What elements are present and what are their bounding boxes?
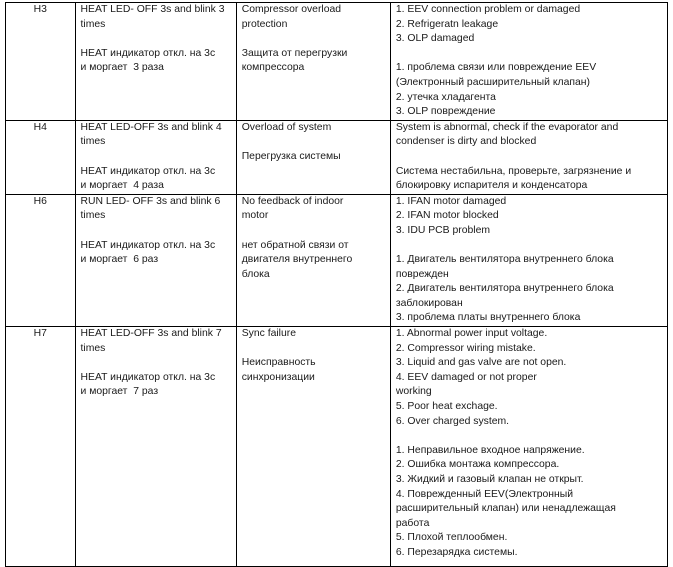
error-code-cell: H7: [6, 327, 76, 567]
causes-cell: 1. EEV connection problem or damaged 2. Refrigeratn leakage 3. OLP damaged 1. проблема связи или повреждение EEV (Электронный расширительный клапан) 2. утечка хладагента 3. OLP повреждение: [390, 3, 667, 121]
error-code-cell: H6: [6, 194, 76, 326]
description-cell: Overload of system Перегрузка системы: [236, 120, 390, 194]
error-code-table: [5, 2, 668, 567]
indication-cell: HEAT LED-OFF 3s and blink 4 times HEAT индикатор откл. на 3с и моргает 4 раза: [75, 120, 236, 194]
causes-cell: System is abnormal, check if the evaporator and condenser is dirty and blocked Система нестабильна, проверьте, загрязнение и блокировку испарителя и конденсатора: [390, 120, 667, 194]
indication-cell: HEAT LED- OFF 3s and blink 3 times HEAT индикатор откл. на 3с и моргает 3 раза: [75, 3, 236, 121]
causes-cell: 1. IFAN motor damaged 2. IFAN motor blocked 3. IDU PCB problem 1. Двигатель вентилятора внутреннего блока поврежден 2. Двигатель вентилятора внутреннего блока заблокирован 3. проблема платы внутреннего блока: [390, 194, 667, 326]
table-row: [6, 3, 668, 121]
description-cell: Sync failure Неисправность синхронизации: [236, 327, 390, 567]
table-row: [6, 120, 668, 194]
description-cell: Compressor overload protection Защита от перегрузки компрессора: [236, 3, 390, 121]
indication-cell: RUN LED- OFF 3s and blink 6 times HEAT индикатор откл. на 3с и моргает 6 раз: [75, 194, 236, 326]
error-code-cell: H4: [6, 120, 76, 194]
description-cell: No feedback of indoor motor нет обратной связи от двигателя внутреннего блока: [236, 194, 390, 326]
table-row: [6, 194, 668, 326]
indication-cell: HEAT LED-OFF 3s and blink 7 times HEAT индикатор откл. на 3с и моргает 7 раз: [75, 327, 236, 567]
error-code-cell: H3: [6, 3, 76, 121]
table-row: [6, 327, 668, 567]
causes-cell: 1. Abnormal power input voltage. 2. Compressor wiring mistake. 3. Liquid and gas valve are not open. 4. EEV damaged or not proper working 5. Poor heat exchage. 6. Over charged system. 1. Неправильное входное напряжение. 2. Ошибка монтажа компрессора. 3. Жидкий и газовый клапан не открыт. 4. Поврежденный EEV(Электронный расширительный клапан) или ненадлежащая работа 5. Плохой теплообмен. 6. Перезарядка системы.: [390, 327, 667, 567]
